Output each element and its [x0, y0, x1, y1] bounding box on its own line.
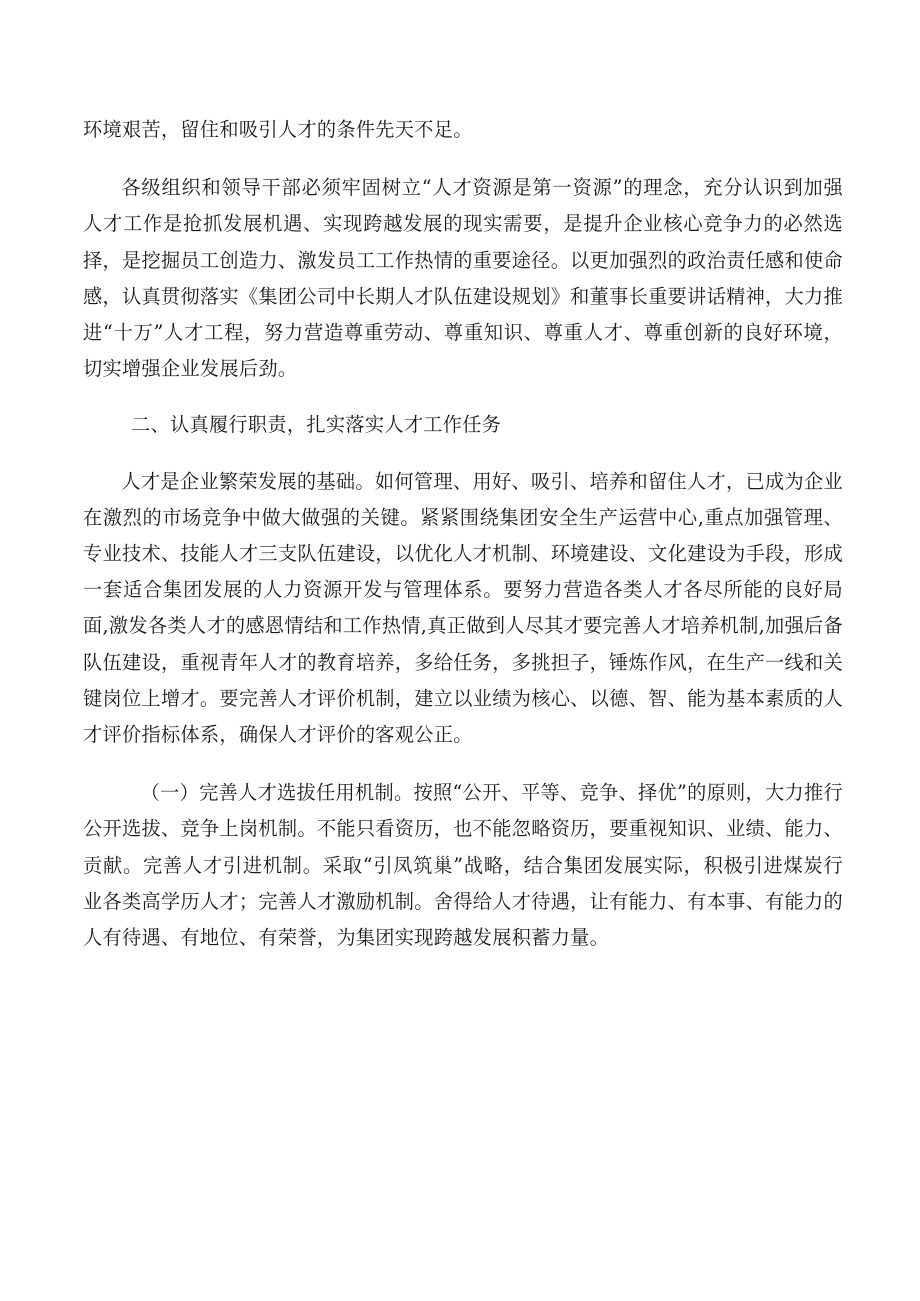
document-body	[83, 112, 843, 956]
section-heading-two: 二、认真履行职责，扎实落实人才工作任务	[131, 413, 502, 437]
paragraph-talent-foundation: 人才是企业繁荣发展的基础。如何管理、用好、吸引、培养和留住人才，已成为企业在激烈的市场竞争中做大做强的关键。紧紧围绕集团安全生产运营中心,重点加强管理、专业技术、技能人才三支队伍建设，以优化人才机制、环境建设、文化建设为手段，形成一套适合集团发展的人力资源开发与管理体系。要努力营造各类人才各尽所能的良好局面,激发各类人才的感恩情结和工作热情,真正做到人尽其才要完善人才培养机制,加强后备队伍建设，重视青年人才的教育培养，多给任务，多挑担子，锤炼作风，在生产一线和关键岗位上增才。要完善人才评价机制，建立以业绩为核心、以德、智、能为基本素质的人才评价指标体系，确保人才评价的客观公正。	[83, 469, 844, 747]
paragraph-sub-item-one: （一）完善人才选拔任用机制。按照“公开、平等、竞争、择优”的原则，大力推行公开选拔、竞争上岗机制。不能只看资历，也不能忽略资历，要重视知识、业绩、能力、贡献。完善人才引进机制。采取“引凤筑巢”战略，结合集团发展实际，积极引进煤炭行业各类高学历人才；完善人才激励机制。舍得给人才待遇，让有能力、有本事、有能力的人有待遇、有地位、有荣誉，为集团实现跨越发展积蓄力量。	[83, 781, 844, 950]
paragraph-continuation: 环境艰苦，留住和吸引人才的条件先天不足。	[83, 118, 473, 141]
paragraph-talent-concept: 各级组织和领导干部必须牢固树立“人才资源是第一资源”的理念，充分认识到加强人才工作是抢抓发展机遇、实现跨越发展的现实需要，是提升企业核心竞争力的必然选择，是挖掘员工创造力、激发员工工作热情的重要途径。以更加强烈的政治责任感和使命感，认真贯彻落实《集团公司中长期人才队伍建设规划》和董事长重要讲话精神，大力推进“十万”人才工程，努力营造尊重劳动、尊重知识、尊重人才、尊重创新的良好环境，切实增强企业发展后劲。	[83, 176, 844, 381]
